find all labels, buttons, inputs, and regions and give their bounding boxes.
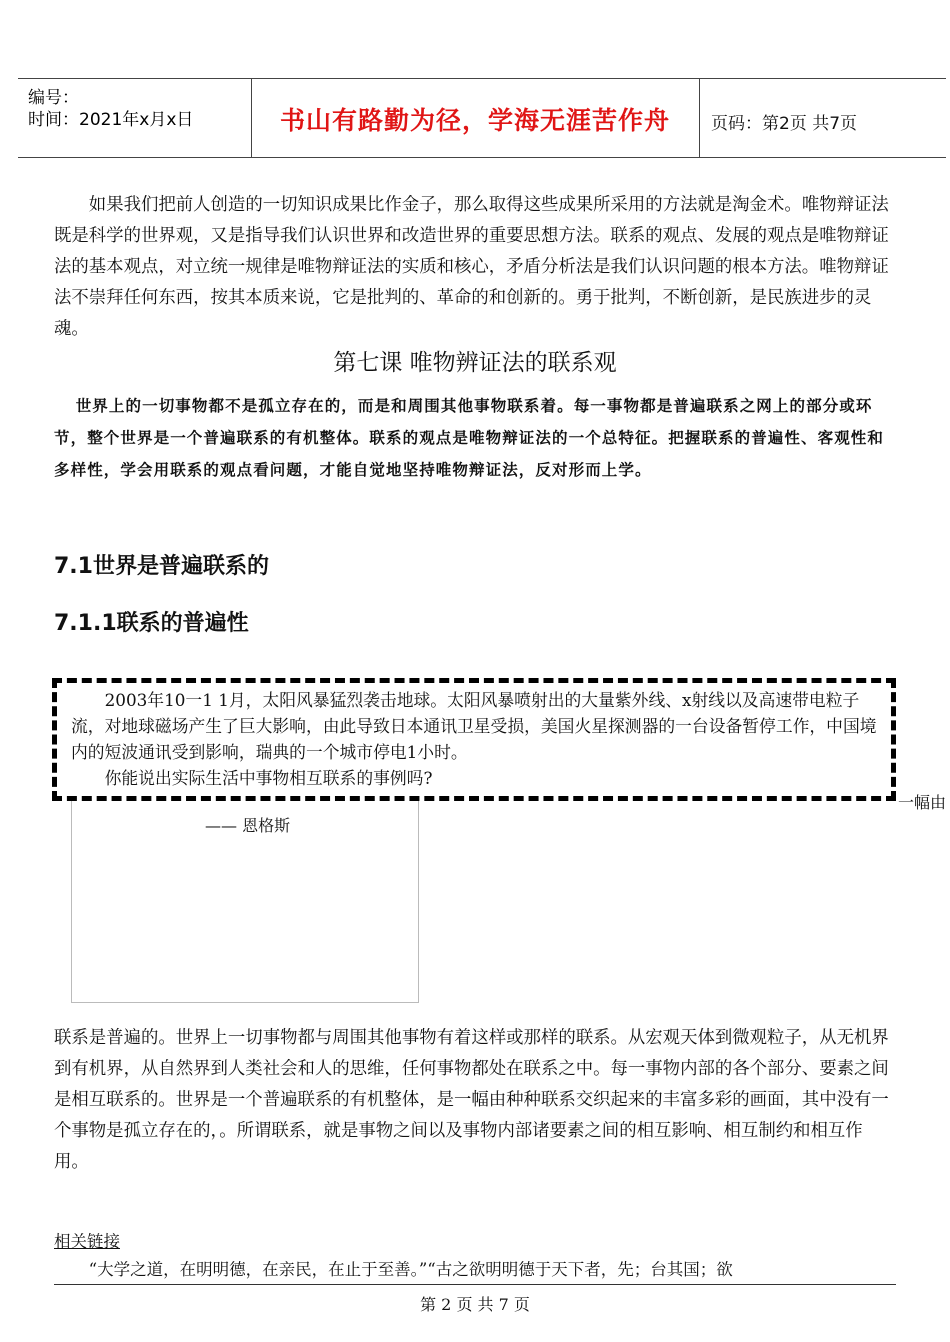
related-link-underline (54, 1284, 896, 1285)
overflow-text-fragment: 一幅由 (898, 793, 947, 812)
motto: 书山有路勤为径，学海无涯苦作舟 (279, 106, 670, 135)
header-info-cell (18, 79, 252, 157)
header-page-cell (699, 79, 946, 157)
time-label: 时间：2021年x月x日 (28, 110, 194, 130)
main-paragraph: 联系是普遍的。世界上一切事物都与周围其他事物有着这样或那样的联系。从宏观天体到微观粒子，从无机界到有机界，从自然界到人类社会和人的思维，任何事物都处在联系之中。每一事物内部的各个部分、要素之间是相互联系的。世界是一个普遍联系的有机整体，是一幅由种种联系交织起来的丰富多彩的画面，其中没有一个事物是孤立存在的，。所谓联系，就是事物之间以及事物内部诸要素之间的相互影响、相互制约和相互作用。 (54, 1028, 889, 1172)
intro-paragraph: 如果我们把前人创造的一切知识成果比作金子，那么取得这些成果所采用的方法就是淘金术。唯物辩证法既是科学的世界观，又是指导我们认识世界和改造世界的重要思想方法。联系的观点、发展的观点是唯物辩证法的基本观点，对立统一规律是唯物辩证法的实质和核心，矛盾分析法是我们认识问题的根本方法。唯物辩证法不崇拜任何东西，按其本质来说，它是批判的、革命的和创新的。勇于批判，不断创新，是民族进步的灵魂。 (54, 195, 889, 339)
related-link-title: 相关链接 (54, 1232, 120, 1251)
case-study-text: 2003年10一1 1月，太阳风暴猛烈袭击地球。太阳风暴喷射出的大量紫外线、x射线以及高速带电粒子流，对地球磁场产生了巨大影响，由此导致日本通讯卫星受损，美国火星探测器的一台设备暂停工作，中国境内的短波通讯受到影响，瑞典的一个城市停电1小时。 (71, 690, 877, 762)
image-frame (71, 778, 419, 1003)
lesson-summary: 世界上的一切事物都不是孤立存在的，而是和周围其他事物联系着。每一事物都是普遍联系之网上的部分或环节，整个世界是一个普遍联系的有机整体。联系的观点是唯物辩证法的一个总特征。把握联系的普遍性、客观性和多样性，学会用联系的观点看问题，才能自觉地坚持唯物辩证法，反对形而上学。 (54, 396, 885, 479)
quote-author: —— 恩格斯 (205, 816, 291, 835)
page-header (18, 78, 946, 158)
subsection-heading: 7.1.1联系的普遍性 (54, 611, 249, 636)
page-footer: 第 2 页 共 7 页 (420, 1295, 530, 1314)
related-link-text: “大学之道，在明明德，在亲民，在止于至善。”“古之欲明明德于天下者，先；台其国；欲 (88, 1260, 733, 1279)
page-code: 页码：第2页 共7页 (711, 114, 858, 134)
section-heading: 7.1世界是普遍联系的 (54, 554, 269, 579)
number-label: 编号： (28, 88, 79, 108)
header-motto-cell (251, 79, 700, 157)
lesson-title: 第七课 唯物辨证法的联系观 (333, 350, 617, 376)
case-study-question: 你能说出实际生活中事物相互联系的事例吗? (104, 768, 433, 788)
case-study-box (52, 678, 896, 801)
